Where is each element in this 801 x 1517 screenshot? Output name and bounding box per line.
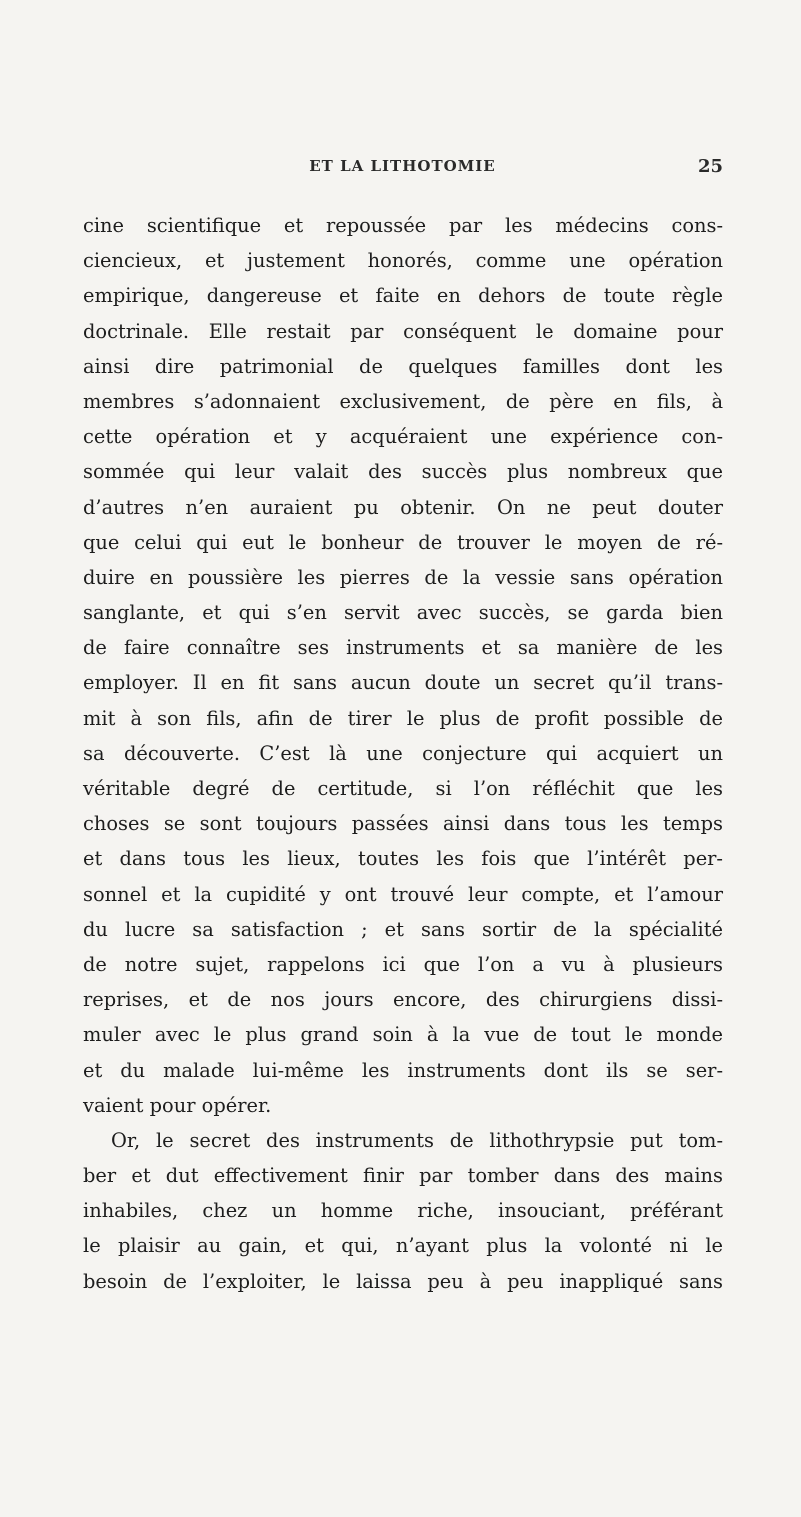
page-number: 25 (697, 156, 723, 177)
text-line: et dans tous les lieux, toutes les fois que l’intérêt per- (83, 847, 723, 871)
text-line: mit à son fils, afin de tirer le plus de profit possible de (83, 706, 723, 730)
text-line: ber et dut effectivement finir par tomber dans des mains (83, 1164, 723, 1188)
running-title (0, 157, 801, 175)
text-line: inhabiles, chez un homme riche, insouciant, préférant (83, 1199, 723, 1223)
text-line: cette opération et y acquéraient une expérience con- (83, 425, 723, 449)
text-line: véritable degré de certitude, si l’on réfléchit que les (83, 777, 723, 800)
text-line: le plaisir au gain, et qui, n’ayant plus la volonté ni le (83, 1234, 723, 1258)
text-line: vaient pour opérer. (83, 1093, 272, 1117)
text-line: muler avec le plus grand soin à la vue de tout le monde (83, 1023, 723, 1047)
text-line: sonnel et la cupidité y ont trouvé leur compte, et l’amour (83, 882, 723, 906)
text-line: sanglante, et qui s’en servit avec succès, se garda bien (83, 601, 723, 625)
text-line: de notre sujet, rappelons ici que l’on a vu à plusieurs (83, 952, 723, 976)
running-title-text: ET LA LITHOTOMIE (309, 157, 496, 175)
text-line: choses se sont toujours passées ainsi dans tous les temps (83, 812, 723, 836)
text-line: cine scientifique et repoussée par les médecins cons- (83, 214, 723, 237)
paragraph-1 (83, 208, 723, 1123)
page-header (0, 157, 801, 181)
text-line: ciencieux, et justement honorés, comme une opération (83, 249, 723, 273)
text-line: besoin de l’exploiter, le laissa peu à peu inappliqué sans (83, 1269, 723, 1293)
text-line: du lucre sa satisfaction ; et sans sortir de la spécialité (83, 917, 723, 941)
text-line: ainsi dire patrimonial de quelques familles dont les (83, 354, 723, 378)
text-line: membres s’adonnaient exclusivement, de père en fils, à (83, 389, 723, 413)
body-text (83, 208, 723, 1299)
text-line: que celui qui eut le bonheur de trouver le moyen de ré- (83, 530, 723, 554)
text-line: duire en poussière les pierres de la vessie sans opération (83, 565, 723, 589)
text-line: sommée qui leur valait des succès plus nombreux que (83, 460, 723, 484)
text-line: reprises, et de nos jours encore, des chirurgiens dissi- (83, 988, 723, 1012)
text-line: Or, le secret des instruments de lithothrypsie put tom- (111, 1128, 723, 1152)
text-line: doctrinale. Elle restait par conséquent le domaine pour (83, 319, 723, 343)
paragraph-2 (83, 1123, 723, 1299)
text-line: sa découverte. C’est là une conjecture qui acquiert un (83, 741, 723, 765)
text-line: de faire connaître ses instruments et sa manière de les (83, 636, 723, 660)
text-line: employer. Il en fit sans aucun doute un secret qu’il trans- (83, 671, 723, 695)
text-line: d’autres n’en auraient pu obtenir. On ne peut douter (83, 495, 723, 519)
text-line: et du malade lui-même les instruments dont ils se ser- (83, 1058, 723, 1082)
text-line: empirique, dangereuse et faite en dehors de toute règle (83, 284, 723, 308)
